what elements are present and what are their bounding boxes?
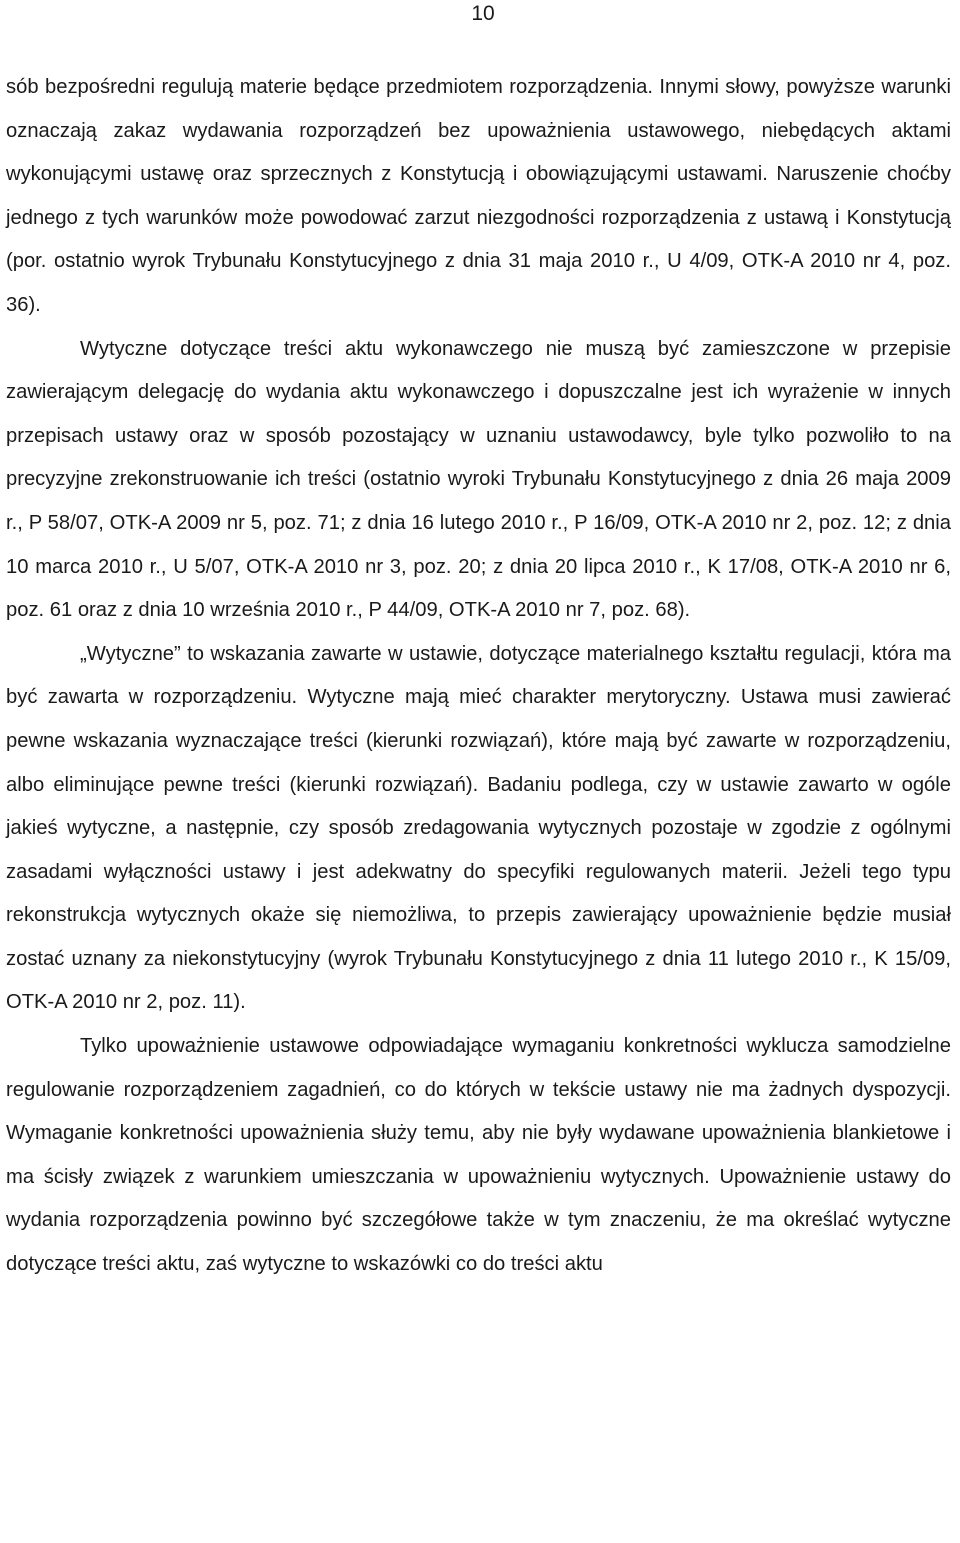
paragraph-1: sób bezpośredni regulują materie będące przedmiotem rozporządzenia. Innymi słowy, powyższe warunki oznaczają zakaz wydawania rozporządzeń bez upoważnienia ustawowego, niebędących aktami wykonującymi ustawę oraz sprzecznych z Konstytucją i obowiązującymi ustawami. Naruszenie choćby jednego z tych warunków może powodować zarzut niezgodności rozporządzenia z ustawą i Konstytucją (por. ostatnio wyrok Trybunału Konstytucyjnego z dnia 31 maja 2010 r., U 4/09, OTK-A 2010 nr 4, poz. 36). [6, 76, 951, 316]
page-number: 10 [471, 2, 495, 25]
document-body [6, 66, 951, 1287]
paragraph-3: „Wytyczne” to wskazania zawarte w ustawie, dotyczące materialnego kształtu regulacji, która ma być zawarta w rozporządzeniu. Wytyczne mają mieć charakter merytoryczny. Ustawa musi zawierać pewne wskazania wyznaczające treści (kierunki rozwiązań), które mają być zawarte w rozporządzeniu, albo eliminujące pewne treści (kierunki rozwiązań). Badaniu podlega, czy w ustawie zawarto w ogóle jakieś wytyczne, a następnie, czy sposób zredagowania wytycznych pozostaje w zgodzie z ogólnymi zasadami wyłączności ustawy i jest adekwatny do specyfiki regulowanych materii. Jeżeli tego typu rekonstrukcja wytycznych okaże się niemożliwa, to przepis zawierający upoważnienie będzie musiał zostać uznany za niekonstytucyjny (wyrok Trybunału Konstytucyjnego z dnia 11 lutego 2010 r., K 15/09, OTK-A 2010 nr 2, poz. 11). [6, 642, 951, 1014]
paragraph-2: Wytyczne dotyczące treści aktu wykonawczego nie muszą być zamieszczone w przepisie zawierającym delegację do wydania aktu wykonawczego i dopuszczalne jest ich wyrażenie w innych przepisach ustawy oraz w sposób pozostający w uznaniu ustawodawcy, byle tylko pozwoliło to na precyzyjne zrekonstruowanie ich treści (ostatnio wyroki Trybunału Konstytucyjnego z dnia 26 maja 2009 r., P 58/07, OTK-A 2009 nr 5, poz. 71; z dnia 16 lutego 2010 r., P 16/09, OTK-A 2010 nr 2, poz. 12; z dnia 10 marca 2010 r., U 5/07, OTK-A 2010 nr 3, poz. 20; z dnia 20 lipca 2010 r., K 17/08, OTK-A 2010 nr 6, poz. 61 oraz z dnia 10 września 2010 r., P 44/09, OTK-A 2010 nr 7, poz. 68). [6, 337, 951, 622]
paragraph-4: Tylko upoważnienie ustawowe odpowiadające wymaganiu konkretności wyklucza samodzielne regulowanie rozporządzeniem zagadnień, co do których w tekście ustawy nie ma żadnych dyspozycji. Wymaganie konkretności upoważnienia służy temu, aby nie były wydawane upoważnienia blankietowe i ma ścisły związek z warunkiem umieszczania w upoważnieniu wytycznych. Upoważnienie ustawy do wydania rozporządzenia powinno być szczegółowe także w tym znaczeniu, że ma określać wytyczne dotyczące treści aktu, zaś wytyczne to wskazówki co do treści aktu [6, 1035, 951, 1276]
